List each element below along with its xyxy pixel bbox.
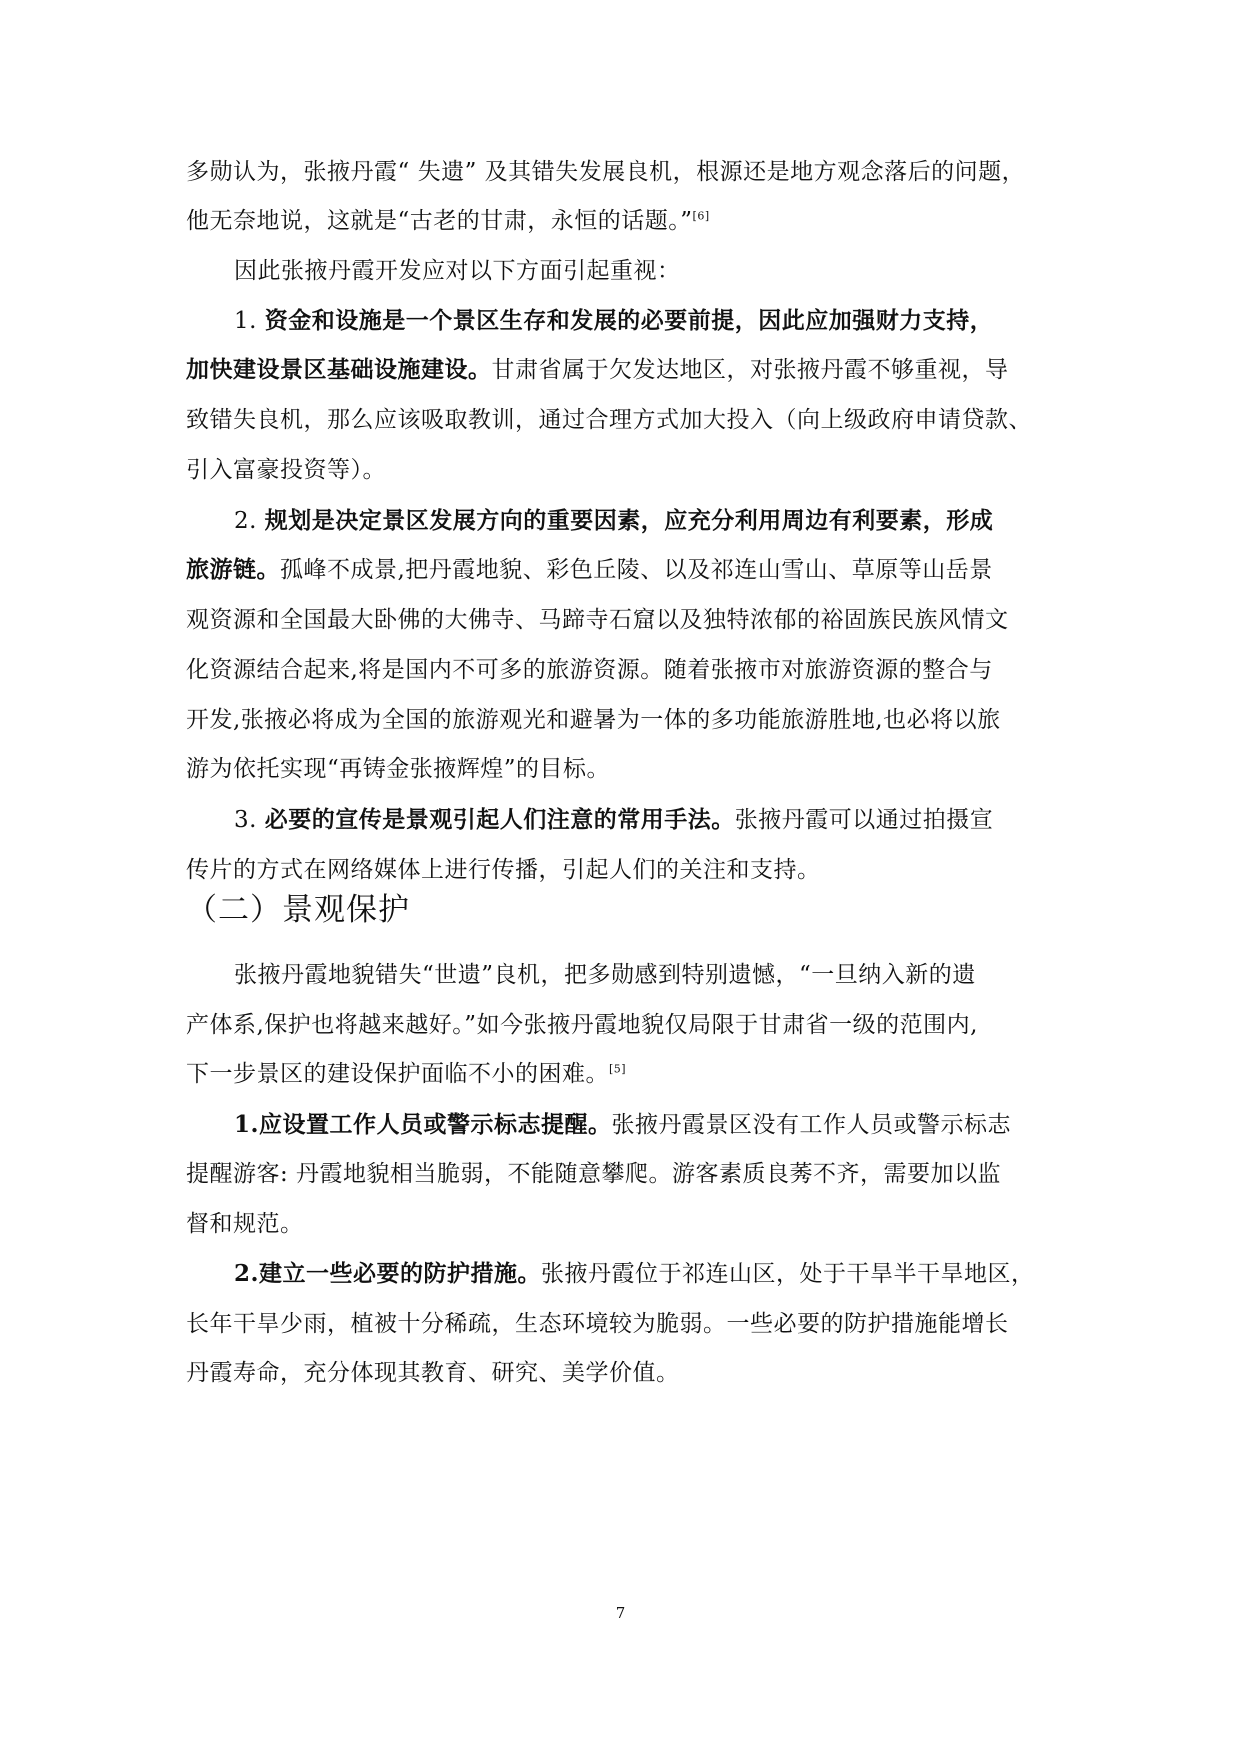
item-2-line <box>186 1309 1009 1339</box>
text: 甘肃省属于欠发达地区，对张掖丹霞不够重视，导 <box>491 357 1009 383</box>
item-2-line <box>234 1259 1035 1289</box>
bold-text: 1.应设置工作人员或警示标志提醒。 <box>234 1111 612 1138</box>
page-number: 7 <box>615 1604 626 1622</box>
text: 丹霞寿命，充分体现其教育、研究、美学价值。 <box>186 1360 680 1386</box>
list-item-2-line <box>234 506 993 536</box>
paragraph-line <box>186 206 710 236</box>
citation-marker: [6] <box>692 209 710 223</box>
bold-text: 旅游链。 <box>186 556 280 583</box>
list-number: 2. <box>234 508 257 534</box>
list-item-3-line <box>186 855 821 885</box>
list-item-3-line <box>234 805 993 835</box>
bold-text: 资金和设施是一个景区生存和发展的必要前提，因此应加强财力支持， <box>264 307 994 334</box>
item-1-line <box>186 1209 304 1239</box>
text: 游为依托实现“再铸金张掖辉煌”的目标。 <box>186 756 611 782</box>
citation-marker: [5] <box>609 1062 627 1076</box>
paragraph-line <box>234 960 976 990</box>
item-2-line <box>186 1358 680 1388</box>
text: 张掖丹霞位于祁连山区，处于干旱半干旱地区， <box>541 1261 1035 1287</box>
text: 观资源和全国最大卧佛的大佛寺、马蹄寺石窟以及独特浓郁的裕固族民族风情文 <box>186 607 1009 633</box>
list-item-1-line <box>186 405 1032 435</box>
list-item-2-line <box>186 754 610 784</box>
list-number: 3. <box>234 807 257 833</box>
text: 督和规范。 <box>186 1211 304 1237</box>
list-item-2-line <box>186 555 993 585</box>
bold-text: 规划是决定景区发展方向的重要因素，应充分利用周边有利要素，形成 <box>264 507 994 534</box>
paragraph-line <box>234 256 681 286</box>
item-1-line <box>186 1159 1001 1189</box>
section-heading: （二）景观保护 <box>186 892 410 928</box>
text: 下一步景区的建设保护面临不小的困难。 <box>186 1061 609 1087</box>
text: 提醒游客: 丹霞地貌相当脆弱，不能随意攀爬。游客素质良莠不齐，需要加以监 <box>186 1161 1002 1187</box>
text: 张掖丹霞地貌错失“世遗”良机，把多勋感到特别遗憾，“一旦纳入新的遗 <box>234 962 976 988</box>
text: 因此张掖丹霞开发应对以下方面引起重视： <box>234 258 681 284</box>
text: 化资源结合起来,将是国内不可多的旅游资源。随着张掖市对旅游资源的整合与 <box>186 657 993 683</box>
paragraph-line <box>186 157 1025 187</box>
text: 引入富豪投资等）。 <box>186 457 386 483</box>
bold-text: 2.建立一些必要的防护措施。 <box>234 1260 542 1287</box>
list-item-1-line <box>234 306 993 336</box>
list-item-1-line <box>186 455 386 485</box>
bold-text: 必要的宣传是景观引起人们注意的常用手法。 <box>264 806 735 833</box>
text: 致错失良机，那么应该吸取教训，通过合理方式加大投入（向上级政府申请贷款、 <box>186 407 1032 433</box>
list-number: 1. <box>234 308 257 334</box>
paragraph-line <box>186 1059 626 1089</box>
list-item-2-line <box>186 705 1001 735</box>
text: 他无奈地说，这就是“古老的甘肃，永恒的话题。” <box>186 208 693 234</box>
list-item-2-line <box>186 655 993 685</box>
text: 传片的方式在网络媒体上进行传播，引起人们的关注和支持。 <box>186 857 821 883</box>
list-item-1-line <box>186 355 1009 385</box>
text: 张掖丹霞景区没有工作人员或警示标志 <box>611 1112 1012 1138</box>
paragraph-line <box>186 1010 978 1040</box>
list-item-2-line <box>186 605 1009 635</box>
text: 长年干旱少雨，植被十分稀疏，生态环境较为脆弱。一些必要的防护措施能增长 <box>186 1311 1009 1337</box>
text: 孤峰不成景,把丹霞地貌、彩色丘陵、以及祁连山雪山、草原等山岳景 <box>280 557 993 583</box>
text: 开发,张掖必将成为全国的旅游观光和避暑为一体的多功能旅游胜地,也必将以旅 <box>186 707 1001 733</box>
text: 张掖丹霞可以通过拍摄宣 <box>734 807 994 833</box>
text: 产体系,保护也将越来越好。”如今张掖丹霞地貌仅局限于甘肃省一级的范围内, <box>186 1012 978 1038</box>
text: 多勋认为，张掖丹霞“ 失遗” 及其错失发展良机，根源还是地方观念落后的问题， <box>186 159 1026 185</box>
item-1-line <box>234 1110 1011 1140</box>
bold-text: 加快建设景区基础设施建设。 <box>186 356 492 383</box>
